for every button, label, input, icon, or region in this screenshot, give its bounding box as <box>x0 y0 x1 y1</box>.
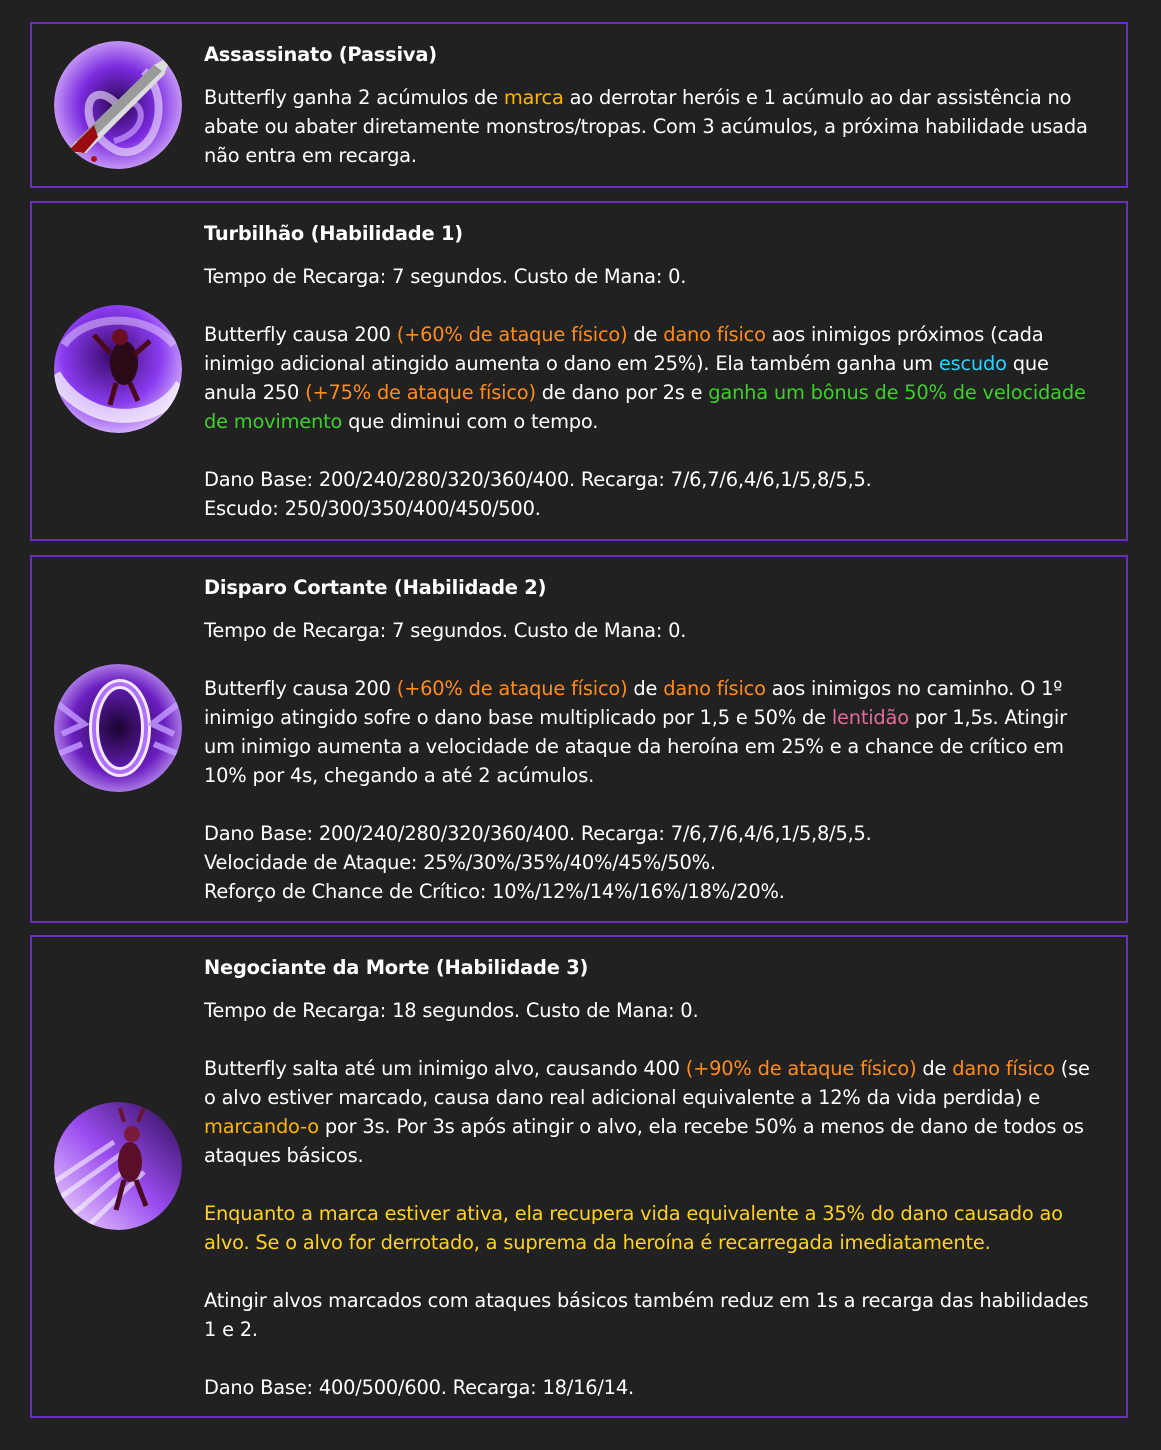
skill-text <box>204 951 1096 1402</box>
skill-stats: Reforço de Chance de Crítico: 10%/12%/14%/16%/18%/20%. <box>204 880 785 903</box>
slash-ring-icon <box>54 664 182 792</box>
skill-stats: Dano Base: 200/240/280/320/360/400. Recarga: 7/6,7/6,4/6,1/5,8/5,5. <box>204 822 872 845</box>
skill-stats: Dano Base: 400/500/600. Recarga: 18/16/14. <box>204 1376 634 1399</box>
skill-card-2 <box>30 555 1128 923</box>
skill-extra: Atingir alvos marcados com ataques básicos também reduz em 1s a recarga das habilidades 1 e 2. <box>204 1289 1089 1341</box>
skill-stats: Dano Base: 200/240/280/320/360/400. Recarga: 7/6,7/6,4/6,1/5,8/5,5. <box>204 468 872 491</box>
skill-description: Butterfly causa 200 (+60% de ataque físico) de dano físico aos inimigos próximos (cada inimigo adicional atingido aumenta o dano em 25%). Ela também ganha um escudo que anula 250 (+75% de ataque físico) de dano por 2s e ganha um bônus de 50% de velocidade de movimento que diminui com o tempo. <box>204 323 1086 433</box>
skill-card-passive <box>30 22 1128 188</box>
skill-description: Butterfly salta até um inimigo alvo, causando 400 (+90% de ataque físico) de dano físico (se o alvo estiver marcado, causa dano real adicional equivalente a 12% da vida perdida) e marcando-o por 3s. Por 3s após atingir o alvo, ela recebe 50% a menos de dano de todos os ataques básicos. <box>204 1057 1090 1167</box>
leap-strike-icon <box>54 1102 182 1230</box>
skill-stats: Escudo: 250/300/350/400/450/500. <box>204 497 541 520</box>
skill-cooldown: Tempo de Recarga: 7 segundos. Custo de Mana: 0. <box>204 619 687 642</box>
skill-description: Butterfly ganha 2 acúmulos de marca ao derrotar heróis e 1 acúmulo ao dar assistência no abate ou abater diretamente monstros/tropas. Com 3 acúmulos, a próxima habilidade usada não entra em recarga. <box>204 86 1088 167</box>
skill-text <box>204 571 1096 906</box>
skill-highlight: Enquanto a marca estiver ativa, ela recupera vida equivalente a 35% do dano causado ao alvo. Se o alvo for derrotado, a suprema da heroína é recarregada imediatamente. <box>204 1202 1063 1254</box>
skill-card-3 <box>30 935 1128 1418</box>
skill-text <box>204 217 1096 523</box>
skill-title: Negociante da Morte (Habilidade 3) <box>204 956 589 979</box>
skill-cooldown: Tempo de Recarga: 18 segundos. Custo de Mana: 0. <box>204 999 699 1022</box>
skill-text <box>204 38 1096 170</box>
skill-stats: Velocidade de Ataque: 25%/30%/35%/40%/45%/50%. <box>204 851 716 874</box>
blade-swirl-icon <box>54 41 182 169</box>
skill-title: Turbilhão (Habilidade 1) <box>204 222 463 245</box>
skill-cooldown: Tempo de Recarga: 7 segundos. Custo de Mana: 0. <box>204 265 687 288</box>
skill-title: Assassinato (Passiva) <box>204 43 437 66</box>
skill-card-1 <box>30 201 1128 541</box>
skill-description: Butterfly causa 200 (+60% de ataque físico) de dano físico aos inimigos no caminho. O 1º inimigo atingido sofre o dano base multiplicado por 1,5 e 50% de lentidão por 1,5s. Atingir um inimigo aumenta a velocidade de ataque da heroína em 25% e a chance de crítico em 10% por 4s, chegando a até 2 acúmulos. <box>204 677 1067 787</box>
skill-title: Disparo Cortante (Habilidade 2) <box>204 576 547 599</box>
whirlwind-icon <box>54 305 182 433</box>
